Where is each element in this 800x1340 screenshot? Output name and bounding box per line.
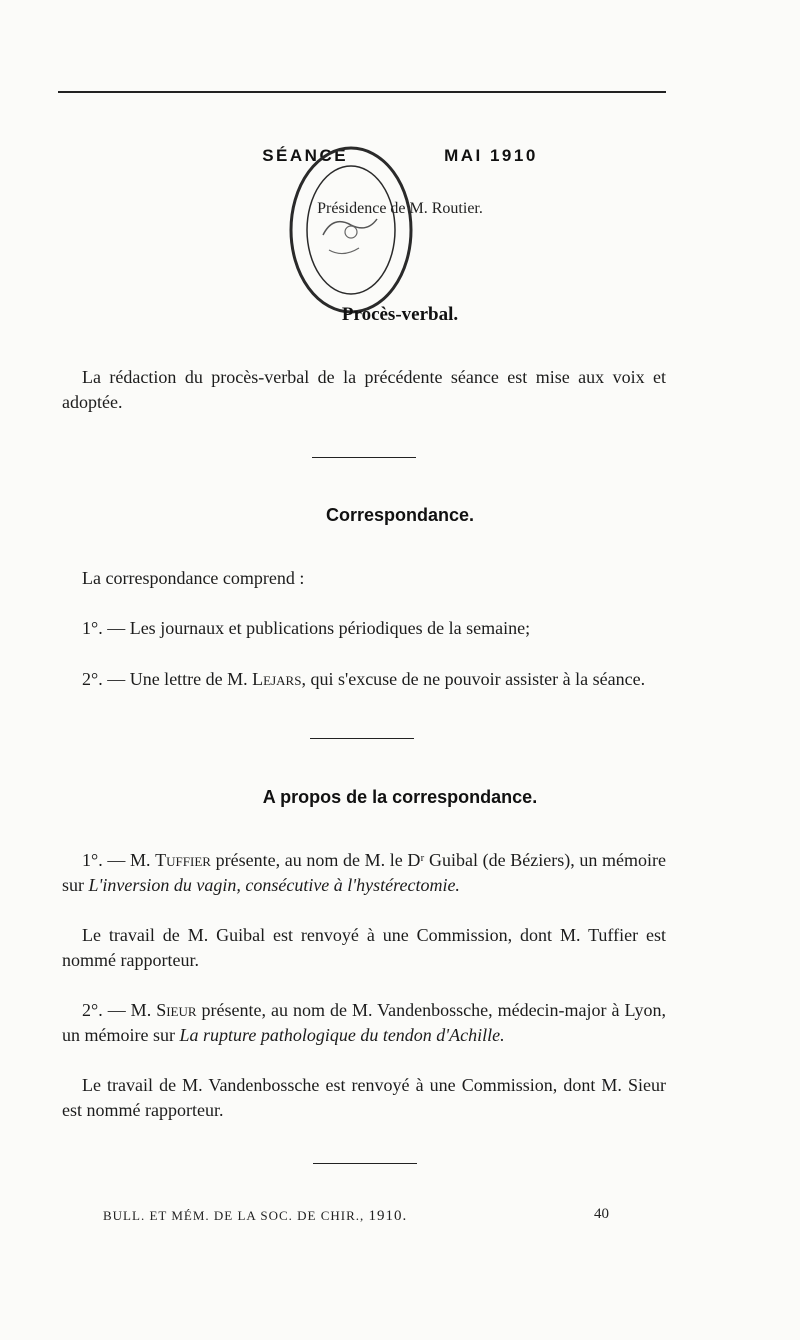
a-propos-paragraph-1-referral: Le travail de M. Guibal est renvoyé à une Commission, dont M. Tuffier est nommé rapporteur.: [62, 925, 666, 970]
proces-verbal-text: La rédaction du procès-verbal de la précédente séance est mise aux voix et adoptée.: [62, 367, 666, 412]
person-name: Tuffier: [155, 850, 211, 870]
person-name: Lejars: [252, 669, 302, 689]
a-propos-paragraph-2-referral: Le travail de M. Vandenbossche est renvoyé à une Commission, dont M. Sieur est nommé rapporteur.: [62, 1075, 666, 1120]
work-title: La rupture pathologique du tendon d'Achille.: [179, 1025, 505, 1045]
footer-year: 1910.: [368, 1208, 408, 1224]
person-name: Sieur: [156, 1000, 197, 1020]
footer-journal: BULL. ET MÉM. DE LA SOC. DE CHIR., 1910.: [103, 1208, 408, 1224]
session-title-right: MAI 1910: [444, 146, 538, 165]
correspondance-item-1: 1°. — Les journaux et publications périodiques de la semaine;: [82, 618, 531, 638]
section-divider: [310, 738, 414, 739]
correspondance-item-2: 2°. — Une lettre de M. Lejars, qui s'excuse de ne pouvoir assister à la séance.: [82, 669, 646, 689]
presidence-line: Présidence de M. Routier.: [317, 200, 483, 217]
a-propos-paragraph-1: 1°. — M. Tuffier présente, au nom de M. le Dʳ Guibal (de Béziers), un mémoire sur L'inversion du vagin, consécutive à l'hystérectomie.: [62, 850, 666, 895]
section-divider: [313, 1163, 417, 1164]
section-divider: [312, 457, 416, 458]
correspondance-intro: La correspondance comprend :: [82, 568, 305, 588]
proces-verbal-title: Procès-verbal.: [341, 304, 459, 325]
top-rule: [58, 91, 666, 93]
a-propos-title: A propos de la correspondance.: [262, 787, 538, 807]
correspondance-title: Correspondance.: [325, 505, 475, 525]
page-number: 40: [594, 1206, 609, 1222]
work-title: L'inversion du vagin, consécutive à l'hystérectomie.: [88, 875, 460, 895]
library-stamp-icon: [283, 140, 419, 320]
a-propos-paragraph-2: 2°. — M. Sieur présente, au nom de M. Vandenbossche, médecin-major à Lyon, un mémoire sur La rupture pathologique du tendon d'Achille.: [62, 1000, 666, 1045]
session-title-left: SÉANCE: [262, 146, 349, 165]
